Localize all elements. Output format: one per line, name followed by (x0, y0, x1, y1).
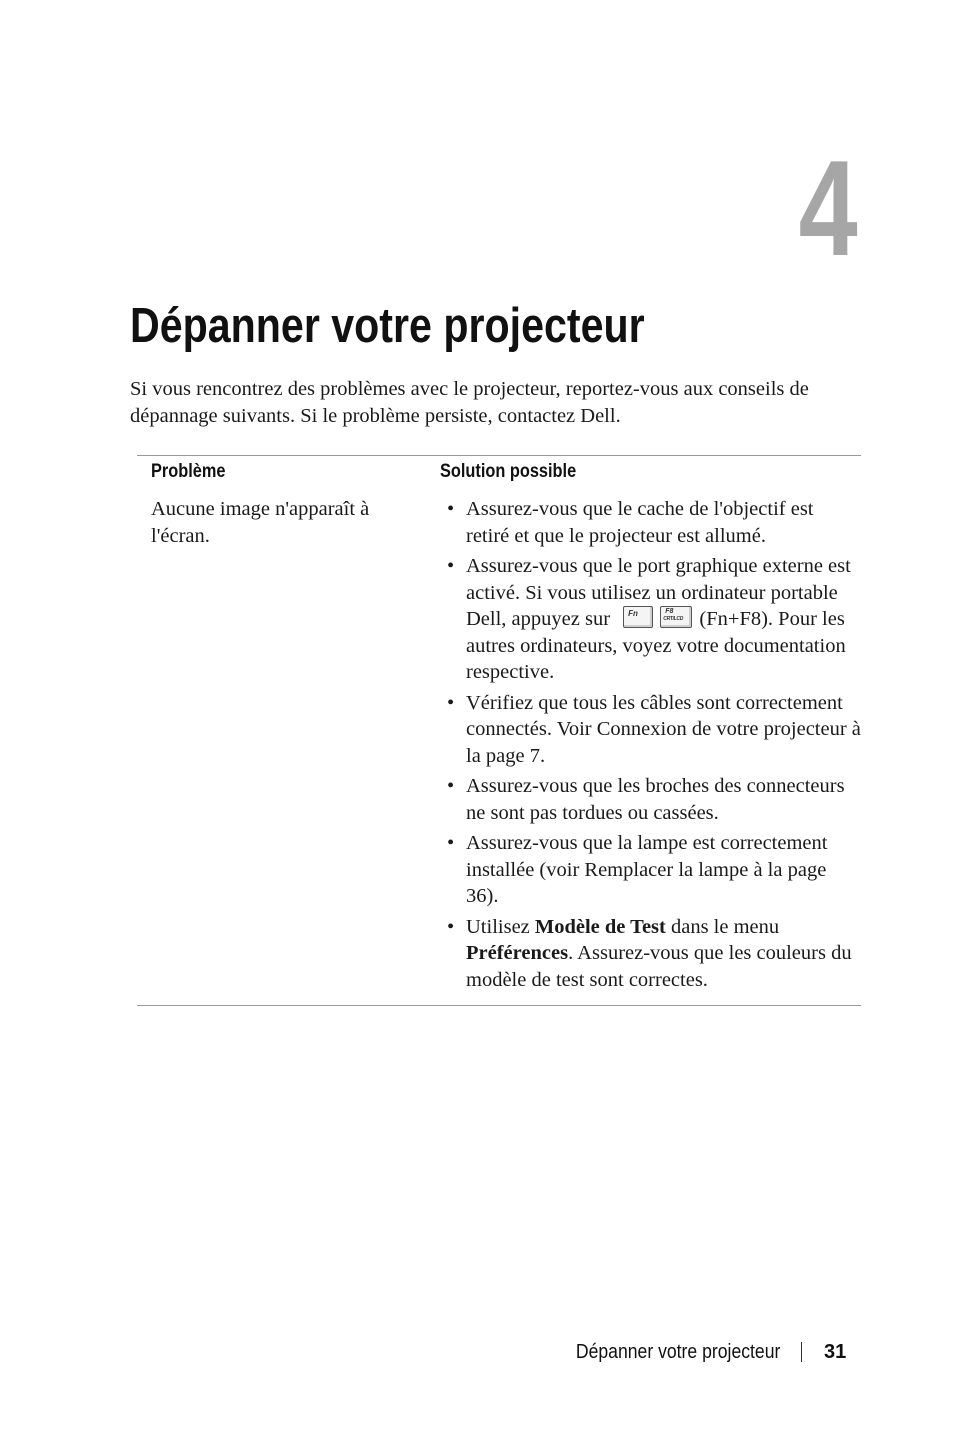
bullet: • (447, 498, 455, 520)
fn-key-icon (623, 606, 653, 628)
page-number: 31 (824, 1341, 847, 1363)
header-problem: Problème (151, 461, 226, 482)
troubleshooting-table (137, 455, 861, 1006)
solution-text: Assurez-vous que le port graphique externe est activé. Si vous utilisez un ordinateur portable Dell, appuyez sur (466, 555, 851, 630)
chapter-title: Dépanner votre projecteur (130, 299, 645, 353)
bullet: • (447, 775, 455, 797)
solution-item (447, 914, 861, 994)
intro-paragraph: Si vous rencontrez des problèmes avec le projecteur, reportez-vous aux conseils de dépannage suivants. Si le problème persiste, contactez Dell. (130, 378, 809, 427)
f8-key-label: F8 (665, 608, 674, 615)
bullet: • (447, 555, 455, 577)
problem-cell: Aucune image n'apparaît à l'écran. (151, 498, 370, 547)
solution-text: . Assurez-vous que les couleurs du modèle de test sont correctes. (466, 942, 852, 991)
menu-name: Préférences (466, 942, 569, 964)
solution-text: Assurez-vous que la lampe est correctement installée (voir Remplacer la lampe à la page 36). (466, 832, 828, 907)
solution-text: Assurez-vous que le cache de l'objectif est retiré et que le projecteur est allumé. (466, 498, 814, 547)
menu-option-name: Modèle de Test (534, 915, 666, 938)
solution-cell (447, 496, 861, 993)
solution-text: Utilisez (466, 915, 535, 938)
bullet: • (447, 832, 455, 854)
bullet: • (447, 915, 455, 938)
footer-title: Dépanner votre projecteur (575, 1341, 780, 1363)
f8-key-sublabel: CRT/LCD (663, 616, 684, 622)
chapter-number: 4 (799, 132, 858, 284)
solution-item (447, 553, 861, 686)
table-row (137, 496, 861, 993)
bullet: • (447, 691, 455, 714)
fn-key-label: Fn (628, 609, 638, 618)
table-header-row (137, 456, 861, 496)
solution-text: Assurez-vous que les broches des connecteurs ne sont pas tordues ou cassées. (466, 775, 845, 824)
solution-list (447, 496, 861, 993)
footer-separator (801, 1342, 802, 1362)
header-solution: Solution possible (440, 461, 577, 482)
solution-text: (Fn+F8). Pour les autres ordinateurs, voyez votre documentation respective. (466, 608, 846, 683)
f8-key-icon (660, 606, 692, 628)
solution-item (447, 773, 861, 826)
solution-item (447, 496, 861, 549)
solution-text: dans le menu (665, 915, 780, 938)
solution-item (447, 830, 861, 910)
solution-text: Vérifiez que tous les câbles sont correctement connectés. Voir Connexion de votre projecteur à la page 7. (466, 691, 861, 767)
solution-item (447, 690, 861, 770)
